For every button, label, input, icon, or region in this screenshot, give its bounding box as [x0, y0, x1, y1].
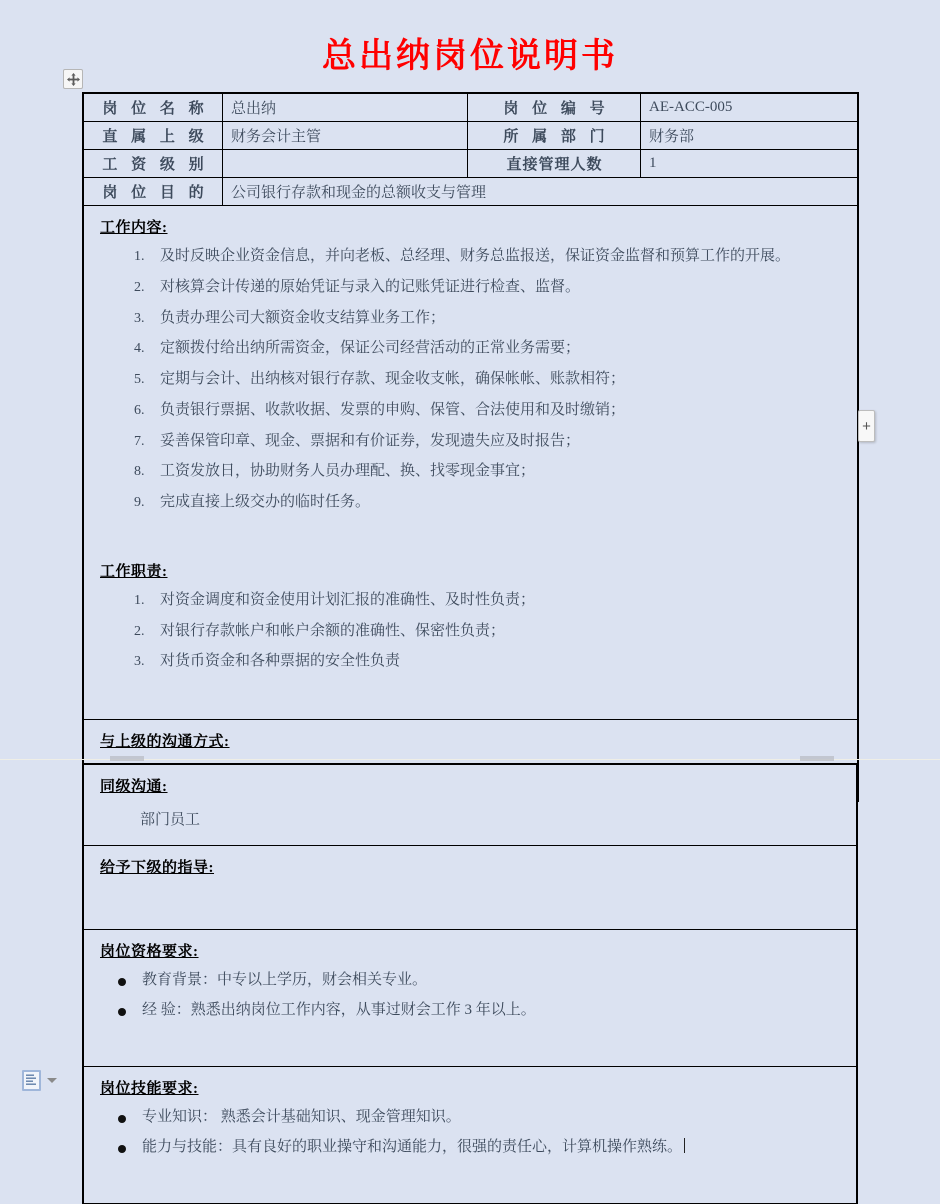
- cell-value-direct-reports[interactable]: 1: [641, 150, 858, 178]
- table-row: [84, 846, 857, 930]
- job-description-table-page1: [83, 93, 858, 801]
- table-row: [84, 206, 858, 720]
- spacer: [84, 683, 857, 705]
- table-row: [84, 150, 858, 178]
- cell-label-job-name: 岗 位 名 称: [84, 94, 223, 122]
- table-row: [84, 765, 857, 846]
- work-content-list: [84, 247, 857, 512]
- cell-value-job-code[interactable]: AE-ACC-005: [641, 94, 858, 122]
- subordinate-guidance-body: [84, 881, 856, 915]
- section-heading-work-content: 工作内容:: [100, 220, 168, 236]
- cell-value-job-purpose[interactable]: 公司银行存款和现金的总额收支与管理: [223, 178, 858, 206]
- section-qualifications: [84, 930, 857, 1067]
- spacer: [84, 1030, 856, 1052]
- section-heading-subordinate-guidance: 给予下级的指导:: [100, 860, 215, 876]
- section-work-content: [84, 206, 858, 720]
- cell-value-direct-superior[interactable]: 财务会计主管: [223, 122, 468, 150]
- list-item: 经 验：熟悉出纳岗位工作内容，从事过财会工作 3 年以上。: [114, 1001, 856, 1021]
- section-heading-peer-communication: 同级沟通:: [100, 779, 168, 795]
- table-row: [84, 122, 858, 150]
- page-title: 总出纳岗位说明书: [322, 38, 618, 75]
- section-heading-qualifications: 岗位资格要求:: [100, 944, 199, 960]
- list-item-text: 能力与技能：具有良好的职业操守和沟通能力，很强的责任心，计算机操作熟练。: [142, 1138, 683, 1155]
- list-item: 8. 工资发放日，协助财务人员办理配、换、找零现金事宜；: [148, 462, 857, 481]
- list-item: 9. 完成直接上级交办的临时任务。: [148, 493, 857, 512]
- table-row: [84, 94, 858, 122]
- text-cursor: [684, 1138, 685, 1153]
- list-item-with-caret: [114, 1138, 856, 1158]
- list-item: 3. 负责办理公司大额资金收支结算业务工作；: [148, 309, 857, 328]
- document-lines-icon: [24, 1072, 39, 1089]
- section-skills: [84, 1067, 857, 1204]
- page-break-indicator: [0, 759, 940, 762]
- list-item: 4. 定额拨付给出纳所需资金，保证公司经营活动的正常业务需要；: [148, 339, 857, 358]
- peer-communication-body: 部门员工: [140, 812, 201, 828]
- list-item: 5. 定期与会计、出纳核对银行存款、现金收支帐，确保帐帐、账款相符；: [148, 370, 857, 389]
- chevron-down-icon[interactable]: [47, 1078, 57, 1083]
- page-break-tab-right: [800, 756, 834, 761]
- list-item: 教育背景：中专以上学历，财会相关专业。: [114, 971, 856, 991]
- list-item: 1. 及时反映企业资金信息，并向老板、总经理、财务总监报送，保证资金监督和预算工作的开展。: [148, 247, 857, 266]
- cell-value-department[interactable]: 财务部: [641, 122, 858, 150]
- cell-label-direct-superior: 直 属 上 级: [84, 122, 223, 150]
- table-row: [84, 178, 858, 206]
- table-row: [84, 1067, 857, 1204]
- insert-row-button[interactable]: +: [858, 410, 875, 442]
- cell-label-job-purpose: 岗 位 目 的: [84, 178, 223, 206]
- section-heading-work-duties: 工作职责:: [100, 563, 168, 580]
- section-heading-skills: 岗位技能要求:: [100, 1081, 199, 1097]
- page-break-tab-left: [110, 756, 144, 761]
- spacer: [84, 524, 857, 560]
- cell-label-salary-grade: 工 资 级 别: [84, 150, 223, 178]
- list-item: 7. 妥善保管印章、现金、票据和有价证券，发现遗失应及时报告；: [148, 432, 857, 451]
- cell-label-department: 所 属 部 门: [468, 122, 641, 150]
- qualifications-list: [84, 971, 856, 1020]
- list-item: 1. 对资金调度和资金使用计划汇报的准确性、及时性负责；: [148, 591, 857, 610]
- move-arrows-icon: [67, 73, 80, 86]
- paste-icon: [22, 1070, 41, 1091]
- job-description-table-page2: [83, 764, 857, 1204]
- section-peer-communication: [84, 765, 857, 846]
- paste-options-control[interactable]: [22, 1070, 57, 1091]
- list-item: 6. 负责银行票据、收款收据、发票的申购、保管、合法使用和及时缴销；: [148, 401, 857, 420]
- table-row: [84, 930, 857, 1067]
- section-heading-superior-communication: 与上级的沟通方式:: [100, 734, 230, 750]
- list-item: 2. 对核算会计传递的原始凭证与录入的记账凭证进行检查、监督。: [148, 278, 857, 297]
- list-item: 3. 对货币资金和各种票据的安全性负责: [148, 652, 857, 671]
- cell-value-job-name[interactable]: 总出纳: [223, 94, 468, 122]
- cell-label-direct-reports: 直接管理人数: [468, 150, 641, 178]
- spacer: [84, 1167, 856, 1189]
- list-item: 专业知识： 熟悉会计基础知识、现金管理知识。: [114, 1108, 856, 1128]
- list-item: 2. 对银行存款帐户和帐户余额的准确性、保密性负责；: [148, 622, 857, 641]
- work-duties-list: [84, 591, 857, 671]
- cell-value-salary-grade[interactable]: [223, 150, 468, 178]
- section-subordinate-guidance: [84, 846, 857, 930]
- cell-label-job-code: 岗 位 编 号: [468, 94, 641, 122]
- table-move-handle[interactable]: [63, 69, 83, 89]
- skills-list: [84, 1108, 856, 1157]
